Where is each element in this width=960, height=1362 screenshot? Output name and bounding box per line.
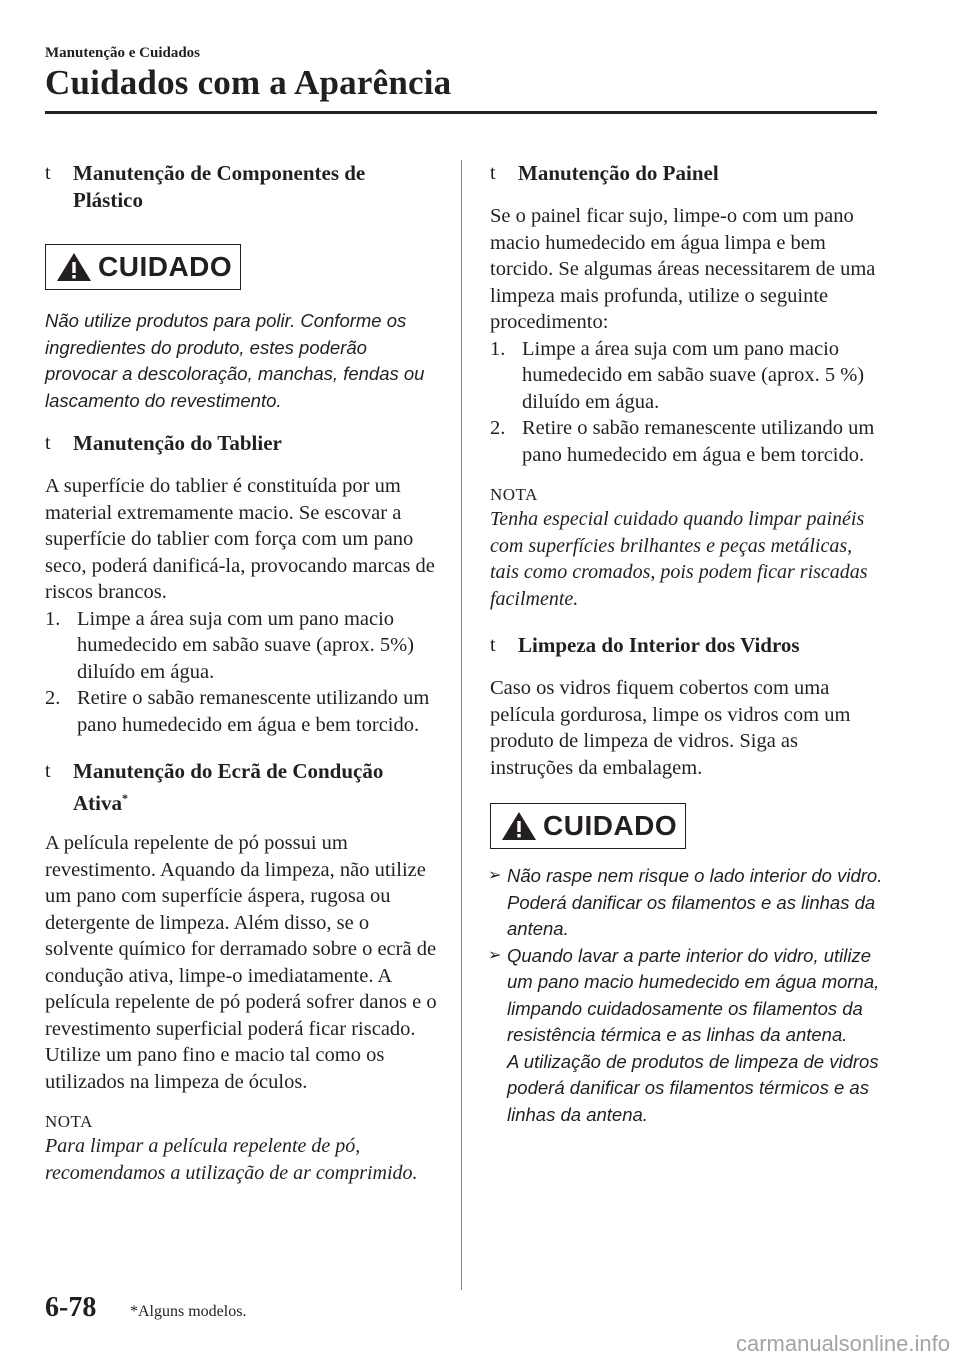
step-number: 2. <box>45 687 61 709</box>
nota-title: NOTA <box>45 1112 93 1131</box>
heading-bullet: t <box>45 432 51 454</box>
tablier-steps <box>45 606 440 739</box>
caution-text: Não utilize produtos para polir. Conforme os ingredientes do produto, estes poderão provocar a descoloração, manchas, fendas ou lascamento do revestimento. <box>45 310 425 411</box>
left-column <box>45 160 440 1186</box>
title-rule <box>45 111 877 114</box>
caution-item-text: Não raspe nem risque o lado interior do vidro. Poderá danificar os filamentos e as linhas da antena. <box>507 865 883 939</box>
caution-box <box>45 244 241 290</box>
caution-label: CUIDADO <box>543 810 678 841</box>
footnote-mark: * <box>122 791 128 805</box>
section-label: Manutenção e Cuidados <box>45 45 201 61</box>
step-number: 2. <box>490 417 506 439</box>
heading-text: Manutenção do Tablier <box>73 431 282 455</box>
heading-text: Manutenção do Ecrã de Condução Ativa <box>73 759 384 815</box>
page-number: 6-78 <box>45 1292 97 1323</box>
caution-box <box>490 803 686 849</box>
caution-item-text: Quando lavar a parte interior do vidro, utilize um pano macio humedecido em água morna, limpando cuidadosamente os filamentos da resistência térmica e as linhas da antena. <box>507 944 880 1045</box>
nota-title: NOTA <box>490 485 538 504</box>
heading-bullet: t <box>490 634 496 656</box>
heading-painel <box>490 160 885 187</box>
tablier-paragraph: A superfície do tablier é constituída por um material extremamente macio. Se escovar a superfície do tablier com força com um pano seco, poderá danificá-la, provocando marcas de riscos brancos. <box>45 475 435 603</box>
nota-text: Tenha especial cuidado quando limpar painéis com superfícies brilhantes e peças metálicas, tais como cromados, pois podem ficar riscadas facilmente. <box>490 508 868 610</box>
caution-list <box>490 863 885 1128</box>
list-item <box>490 336 885 416</box>
heading-bullet: t <box>490 162 496 184</box>
heading-vidros <box>490 632 885 659</box>
caution-label: CUIDADO <box>98 251 233 282</box>
heading-tablier <box>45 430 440 457</box>
arrow-icon: ➢ <box>488 867 502 884</box>
ecra-paragraph: A película repelente de pó possui um revestimento. Aquando da limpeza, não utilize um pano com superfície áspera, rugosa ou detergente de limpeza. Além disso, se o solvente químico for derramado sobre o ecrã de condução ativa, limpe-o imediatamente. A película repelente de pó poderá sofrer danos e o revestimento superficial poderá ficar riscado. Utilize um pano fino e macio tal como os utilizados na limpeza de óculos. <box>45 832 437 1093</box>
step-text: Limpe a área suja com um pano macio humedecido em sabão suave (aprox. 5 %) diluído em água. <box>522 337 865 413</box>
heading-text: Manutenção do Painel <box>518 161 719 185</box>
heading-bullet: t <box>45 162 51 184</box>
warning-icon <box>56 252 92 282</box>
right-column <box>490 160 885 1128</box>
page-title: Cuidados com a Aparência <box>45 63 452 102</box>
painel-steps <box>490 336 885 469</box>
step-text: Retire o sabão remanescente utilizando um pano humedecido em água e bem torcido. <box>77 687 430 736</box>
list-item <box>45 606 440 686</box>
heading-bullet: t <box>45 760 51 782</box>
watermark: carmanualsonline.info <box>735 1331 950 1356</box>
heading-text: Limpeza do Interior dos Vidros <box>518 633 800 657</box>
list-item <box>490 863 885 943</box>
caution-item-extra: A utilização de produtos de limpeza de vidros poderá danificar os filamentos térmicos e as linhas da antena. <box>507 1050 879 1125</box>
warning-icon <box>501 811 537 841</box>
arrow-icon: ➢ <box>488 946 502 964</box>
painel-paragraph: Se o painel ficar sujo, limpe-o com um pano macio humedecido em água limpa e bem torcido. Se algumas áreas necessitarem de uma limpeza mais profunda, utilize o seguinte procedimento: <box>490 205 876 333</box>
step-text: Retire o sabão remanescente utilizando um pano humedecido em água e bem torcido. <box>522 417 875 466</box>
vidros-paragraph: Caso os vidros fiquem cobertos com uma película gordurosa, limpe os vidros com um produto de limpeza de vidros. Siga as instruções da embalagem. <box>490 677 851 779</box>
list-item <box>490 415 885 468</box>
footnote: *Alguns modelos. <box>130 1303 247 1320</box>
heading-ecra <box>45 758 440 817</box>
step-number: 1. <box>45 607 61 630</box>
nota-text: Para limpar a película repelente de pó, recomendamos a utilização de ar comprimido. <box>45 1135 418 1184</box>
list-item <box>45 685 440 738</box>
step-number: 1. <box>490 337 506 360</box>
list-item <box>490 943 885 1129</box>
column-divider <box>461 160 462 1290</box>
step-text: Limpe a área suja com um pano macio humedecido em sabão suave (aprox. 5%) diluído em água. <box>77 607 414 683</box>
heading-text: Manutenção de Componentes de Plástico <box>73 161 366 212</box>
heading-plastic <box>45 160 440 214</box>
